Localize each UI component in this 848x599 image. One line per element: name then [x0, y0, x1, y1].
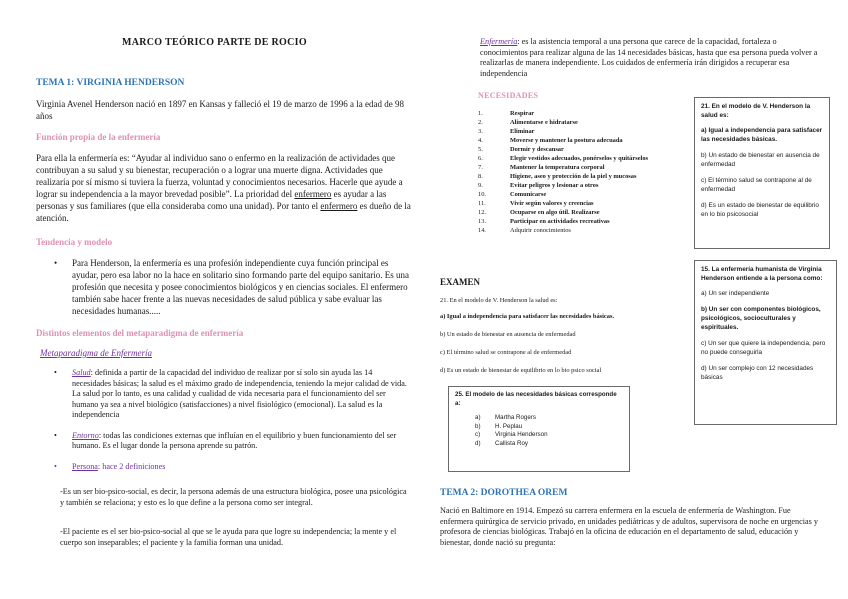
box21-option: a) Igual a independencia para satisfacer las necesidades básicas.: [701, 127, 823, 143]
necesidad-text: Adquirir conocimientos: [510, 227, 571, 234]
funcion-paragraph: [36, 152, 411, 224]
metaparadigma-list: [54, 368, 410, 472]
box15-option: a) Un ser independiente: [701, 290, 770, 297]
metaparadigma-subheading: Metaparadigma de Enfermería: [40, 348, 152, 358]
necesidad-text: Vivir según valores y creencias: [510, 200, 594, 207]
box25-options: [455, 414, 623, 448]
henderson-bio: Virginia Avenel Henderson nació en 1897 en Kansas y falleció el 19 de marzo de 1996 a la edad de 98 años: [36, 99, 405, 121]
funcion-heading: Función propia de la enfermería: [36, 132, 161, 142]
box15-options: [701, 289, 830, 382]
necesidad-text: Elegir vestidos adecuados, ponérselos y quitárselos: [510, 155, 648, 162]
funcion-text-a: Para ella la enfermería es: “Ayudar al individuo sano o enfermo en la realización de actividades que contribuyan a su salud y su bienestar, recuperación o a lograr una muerte digna. Actividades que realizaría por sí mismo si tuviera la fuerza, voluntad y conocimientos necesarios. Hacerle que ayude a lograr su independencia a la mayor brevedad posible”. La prioridad del: [36, 153, 403, 199]
examen-options: [440, 312, 680, 384]
necesidad-item: [478, 172, 688, 181]
necesidad-number: 13.: [478, 218, 486, 225]
box21-question: 21. En el modelo de V. Henderson la salud es:: [701, 103, 811, 119]
necesidad-number: 3.: [478, 128, 483, 135]
necesidad-number: 5.: [478, 146, 483, 153]
examen-option: d) Es un estado de bienestar de equilibrio en lo bio psico social: [440, 367, 602, 374]
necesidad-text: Dormir y descansar: [510, 146, 564, 153]
box15-option: b) Un ser con componentes biológicos, psicológicos, socioculturales y espirituales.: [701, 306, 821, 331]
examen-option: c) El término salud se contrapone al de enfermedad: [440, 349, 572, 356]
necesidad-text: Respirar: [510, 110, 535, 117]
necesidad-text: Comunicarse: [510, 191, 547, 198]
necesidad-item: [478, 127, 688, 136]
question-box-21: [694, 97, 830, 249]
box25-option: [475, 440, 623, 449]
necesidad-number: 1.: [478, 110, 483, 117]
persona-definition-2: -El paciente es el ser bio-psico-social al que se le ayuda para que logre su independencia; la mente y el cuerpo son inseparables; el paciente y la familia forman una unidad.: [60, 527, 397, 547]
necesidad-item: [478, 208, 688, 217]
entorno-label: Entorno: [72, 430, 99, 440]
necesidad-item: [478, 226, 688, 235]
tema1-heading: TEMA 1: VIRGINIA HENDERSON: [36, 78, 185, 88]
tema2-paragraph: Nació en Baltimore en 1914. Empezó su carrera enfermera en la escuela de enfermería de Washington. Fue enfermera quirúrgica de servicio privado, en unidades pediátricas y de adultos, supervisora de noche en urgencias y profesora de ciencias biológicas. Trabajó en la oficina de educación en el departamento de salud, educación y bienestar, donde nació su pregunta:: [440, 506, 819, 547]
box25-option-text: H. Peplau: [495, 422, 523, 430]
funcion-link-enfermero-2: enfermero: [320, 201, 358, 211]
necesidad-item: [478, 136, 688, 145]
question-box-25: [448, 386, 630, 472]
box21-options: [701, 126, 823, 219]
necesidades-heading: NECESIDADES: [478, 91, 539, 100]
necesidad-item: [478, 118, 688, 127]
document-title: MARCO TEÓRICO PARTE DE ROCIO: [122, 37, 307, 48]
box25-option: [475, 414, 623, 423]
entorno-text: : todas las condiciones externas que influían en el equilibrio y buen funcionamiento del ser humano. Es el lugar donde la persona aprende su patrón.: [72, 430, 397, 450]
necesidad-text: Eliminar: [510, 128, 535, 135]
persona-label: Persona: [72, 461, 98, 471]
tema2-heading: TEMA 2: DOROTHEA OREM: [440, 488, 568, 498]
necesidad-item: [478, 199, 688, 208]
entorno-item: [54, 431, 410, 452]
examen-option: b) Un estado de bienestar en ausencia de enfermedad: [440, 331, 576, 338]
necesidad-text: Mantener la temperatura corporal: [510, 164, 605, 171]
necesidad-text: Higiene, aseo y protección de la piel y mucosas: [510, 173, 637, 180]
necesidad-number: 8.: [478, 173, 483, 180]
box25-option-text: Martha Rogers: [495, 414, 536, 421]
salud-label: Salud: [72, 368, 91, 377]
funcion-text-c: es dueño de la atención.: [36, 201, 411, 223]
funcion-link-enfermero-1: enfermero: [294, 189, 332, 199]
necesidad-number: 4.: [478, 137, 483, 144]
necesidad-text: Moverse y mantener la postura adecuada: [510, 137, 623, 144]
necesidad-number: 11.: [478, 200, 486, 207]
tendencia-list: [54, 257, 410, 317]
box25-option-letter: d): [475, 439, 481, 447]
box25-option-letter: c): [475, 431, 481, 438]
box25-option: [475, 423, 623, 432]
necesidad-item: [478, 145, 688, 154]
box21-option: c) El término salud se contrapone al de enfermedad: [701, 177, 812, 193]
necesidad-item: [478, 109, 688, 118]
box15-option: c) Un ser que quiere la independencia, pero no puede conseguirla: [701, 340, 826, 356]
necesidad-number: 6.: [478, 155, 483, 162]
metaparadigma-heading: Distintos elementos del metaparadigma de enfermería: [36, 328, 244, 338]
necesidades-list: [478, 109, 688, 235]
persona-item: [54, 462, 410, 473]
necesidad-item: [478, 190, 688, 199]
funcion-text-b: es ayudar a las personas y sus familiares (que ella consideraba como una unidad). Por tanto el: [36, 189, 387, 211]
enfermeria-label: Enfermería: [480, 37, 518, 46]
enfermeria-definition: [480, 37, 820, 79]
necesidad-number: 7.: [478, 164, 483, 171]
box25-option: [475, 431, 623, 440]
salud-item: [54, 368, 410, 421]
persona-text: : hace 2 definiciones: [97, 461, 166, 471]
enfermeria-text: : es la asistencia temporal a una persona que carece de la capacidad, fortaleza o conocimientos para realizar alguna de las 14 necesidades básicas, hasta que esa persona pueda volver a realizarlas de manera independiente. Los cuidados de enfermería irán dirigidos a recuperar esa independencia: [480, 37, 818, 78]
salud-text: : definida a partir de la capacidad del individuo de realizar por sí solo sin ayuda las 14 necesidades básicas; la salud es el máximo grado de independencia, teniendo la mejor calidad de vida. La salud por lo tanto, es una calidad y cualidad de vida necesaria para el funcionamiento del ser humano ya sea a nivel biológico (satisfacciones) a nivel fisiológico (emocional). La salud es la independencia: [72, 368, 407, 419]
box25-option-text: Callista Roy: [495, 439, 529, 447]
necesidad-item: [478, 217, 688, 226]
tendencia-item: • Para Henderson, la enfermería es una profesión independiente cuya función principal es ayudar, pero esa labor no la hace en solitario sino formando parte del equipo sanitario. Es una profesión que necesita y posee conocimientos biológicos y en ciencias sociales. El enfermero también sabe hacer frente a las nuevas necesidades de salud pública y sabe evaluar las necesidades humanas.....: [54, 257, 410, 317]
examen-question: 21. En el modelo de V. Henderson la salud es:: [440, 297, 558, 304]
necesidad-number: 14.: [478, 227, 486, 234]
necesidad-text: Ocuparse en algo útil. Realizarse: [510, 209, 600, 216]
question-box-15: [694, 260, 837, 425]
necesidad-number: 10.: [478, 191, 486, 198]
necesidad-item: [478, 154, 688, 163]
necesidad-item: [478, 163, 688, 172]
box25-option-letter: b): [475, 422, 481, 430]
examen-option: a) Igual a independencia para satisfacer las necesidades básicas.: [440, 313, 615, 320]
necesidad-text: Participar en actividades recreativas: [510, 218, 610, 225]
box15-question: 15. La enfermería humanista de Virginia Henderson entiende a la persona como:: [701, 266, 823, 282]
box25-question: 25. El modelo de las necesidades básicas corresponde a:: [455, 391, 617, 407]
necesidad-text: Alimentarse e hidratarse: [510, 119, 578, 126]
necesidad-item: [478, 181, 688, 190]
necesidad-number: 12.: [478, 209, 486, 216]
box21-option: b) Un estado de bienestar en ausencia de enfermedad: [701, 152, 820, 168]
persona-definition-1: -Es un ser bio-psico-social, es decir, la persona además de una estructura biológica, posee una psicológica y también se relaciona; y esto es lo que define a la persona como ser integral.: [60, 487, 407, 507]
examen-heading: EXAMEN: [440, 277, 480, 287]
necesidad-text: Evitar peligros y lesionar a otros: [510, 182, 599, 189]
box25-option-letter: a): [475, 414, 481, 421]
box25-option-text: Virginia Henderson: [495, 431, 548, 438]
tendencia-heading: Tendencia y modelo: [36, 237, 113, 247]
box15-option: d) Un ser complejo con 12 necesidades básicas: [701, 365, 814, 381]
box21-option: d) Es un estado de bienestar de equilibrio en lo bio psicosocial: [701, 202, 819, 218]
necesidad-number: 9.: [478, 182, 483, 189]
necesidad-number: 2.: [478, 119, 483, 126]
